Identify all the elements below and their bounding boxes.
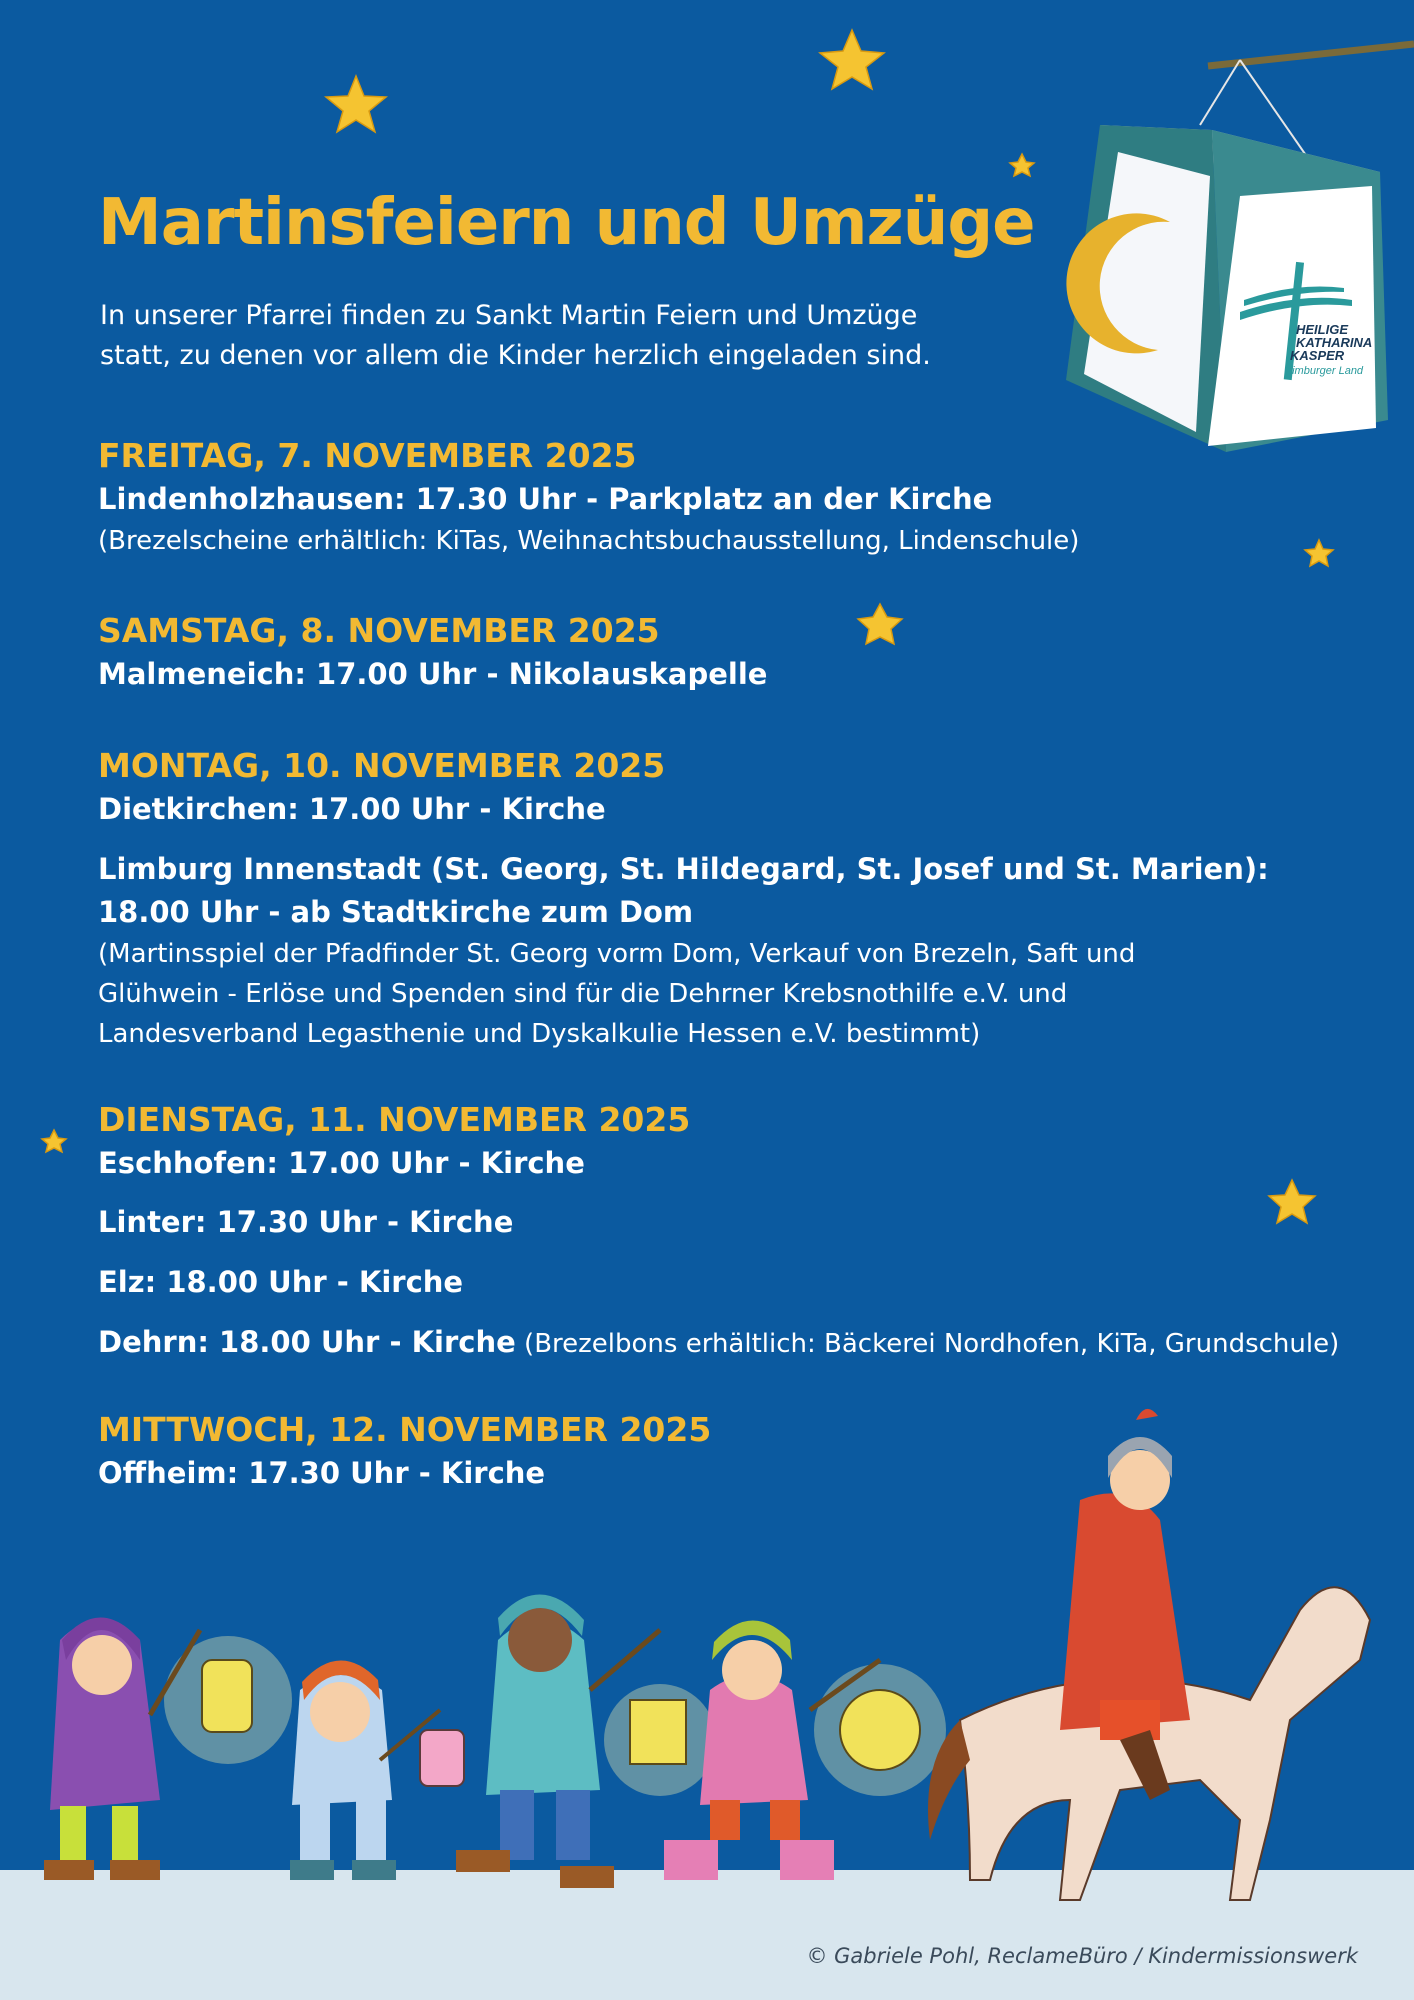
st-martin-horse-rider (928, 1409, 1370, 1900)
intro-line: In unserer Pfarrei finden zu Sankt Martin Feiern und Umzüge (100, 300, 918, 331)
event-dehrn-label: Dehrn: 18.00 Uhr - Kirche (98, 1325, 516, 1359)
page-title: Martinsfeiern und Umzüge (98, 186, 1035, 260)
event-elz: Elz: 18.00 Uhr - Kirche (98, 1265, 464, 1299)
logo-line-4: Limburger Land (1286, 365, 1364, 377)
day-heading-saturday: SAMSTAG, 8. NOVEMBER 2025 (98, 611, 660, 650)
child-figure (456, 1594, 686, 1888)
note-line: (Martinsspiel der Pfadfinder St. Georg vorm Dom, Verkauf von Brezeln, Saft und (98, 939, 1136, 969)
event-dietkirchen: Dietkirchen: 17.00 Uhr - Kirche (98, 792, 606, 826)
day-heading-tuesday: DIENSTAG, 11. NOVEMBER 2025 (98, 1100, 691, 1139)
day-heading-wednesday: MITTWOCH, 12. NOVEMBER 2025 (98, 1410, 712, 1449)
event-linter: Linter: 17.30 Uhr - Kirche (98, 1205, 514, 1239)
note-line: Landesverband Legasthenie und Dyskalkulie Hessen e.V. bestimmt) (98, 1019, 981, 1049)
copyright-note: © Gabriele Pohl, ReclameBüro / Kindermissionswerk (806, 1944, 1358, 1968)
logo-line-1: HEILIGE (1296, 322, 1349, 337)
event-malmeneich: Malmeneich: 17.00 Uhr - Nikolauskapelle (98, 657, 768, 691)
note-line: Glühwein - Erlöse und Spenden sind für die Dehrner Krebsnothilfe e.V. und (98, 979, 1068, 1009)
note-line: (Brezelscheine erhältlich: KiTas, Weihnachtsbuchausstellung, Lindenschule) (98, 526, 1080, 556)
event-limburg-line-1: Limburg Innenstadt (St. Georg, St. Hildegard, St. Josef und St. Marien): (98, 852, 1269, 886)
day-heading-monday: MONTAG, 10. NOVEMBER 2025 (98, 746, 666, 785)
logo-line-3: KASPER (1290, 348, 1345, 363)
child-figure (290, 1660, 464, 1880)
event-eschhofen: Eschhofen: 17.00 Uhr - Kirche (98, 1146, 585, 1180)
event-lindenholzhausen: Lindenholzhausen: 17.30 Uhr - Parkplatz an der Kirche (98, 482, 993, 516)
event-limburg-line-2: 18.00 Uhr - ab Stadtkirche zum Dom (98, 895, 694, 929)
day-heading-friday: FREITAG, 7. NOVEMBER 2025 (98, 436, 637, 475)
event-offheim: Offheim: 17.30 Uhr - Kirche (98, 1456, 546, 1490)
logo-line-2: KATHARINA (1296, 335, 1373, 350)
event-dehrn-note: (Brezelbons erhältlich: Bäckerei Nordhofen, KiTa, Grundschule) (515, 1329, 1340, 1359)
intro-line: statt, zu denen vor allem die Kinder herzlich eingeladen sind. (100, 340, 931, 371)
